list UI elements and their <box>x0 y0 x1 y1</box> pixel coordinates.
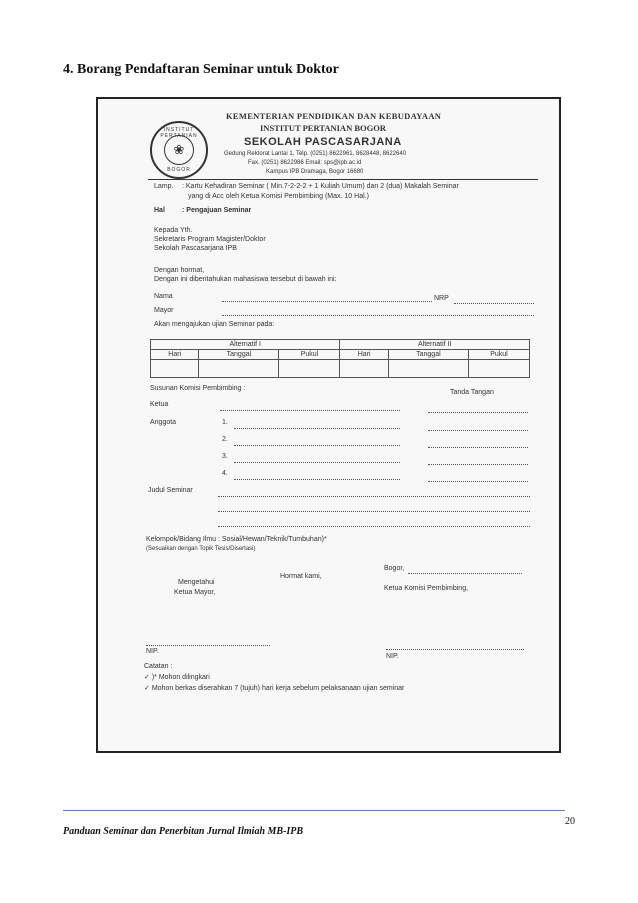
ketua-sign-line <box>428 412 528 413</box>
anggota-num-1: 1. <box>222 419 228 426</box>
akan-text: Akan mengajukan ujian Seminar pada: <box>154 321 275 328</box>
ketua-line <box>220 410 400 411</box>
leaf-icon: ❀ <box>164 135 194 165</box>
hal-text: : Pengajuan Seminar <box>182 207 252 214</box>
nama-line <box>222 301 432 302</box>
anggota-sign-3 <box>428 464 528 465</box>
col-pukul-2: Pukul <box>468 350 529 360</box>
ketua-mayor-label: Ketua Mayor, <box>174 589 216 596</box>
lamp-label: Lamp. <box>154 183 174 190</box>
lamp-text-1: : Kartu Kehadiran Seminar ( Min.7-2-2-2 + 1 Kuliah Umum) dan 2 (dua) Makalah Seminar <box>182 183 459 190</box>
alt2-header: Alternatif II <box>340 340 530 350</box>
mayor-line <box>222 315 534 316</box>
right-signature-line <box>386 649 524 650</box>
nama-label: Nama <box>154 293 173 300</box>
col-tanggal-2: Tanggal <box>388 350 468 360</box>
addressee-3: Sekolah Pascasarjana IPB <box>154 245 237 252</box>
ministry-name: KEMENTERIAN PENDIDIKAN DAN KEBUDAYAAN <box>226 111 442 121</box>
anggota-sign-2 <box>428 447 528 448</box>
addressee-2: Sekretaris Program Magister/Doktor <box>154 236 266 243</box>
col-tanggal-1: Tanggal <box>199 350 279 360</box>
nip-right: NIP. <box>386 653 399 660</box>
hal-label: Hal <box>154 207 165 214</box>
page-number: 20 <box>565 816 575 827</box>
check-icon: ✓ <box>144 685 150 692</box>
anggota-line-3 <box>234 462 400 463</box>
hormat-kami: Hormat kami, <box>280 573 322 580</box>
anggota-num-4: 4. <box>222 470 228 477</box>
susunan-label: Susunan Komisi Pembimbing : <box>150 385 246 392</box>
addressee-1: Kepada Yth. <box>154 227 193 234</box>
col-hari-1: Hari <box>151 350 199 360</box>
bogor-label: Bogor, <box>384 565 405 572</box>
anggota-line-2 <box>234 445 400 446</box>
anggota-line-1 <box>234 428 400 429</box>
intro-text: Dengan ini diberitahukan mahasiswa tersebut di bawah ini: <box>154 276 337 283</box>
judul-label: Judul Seminar <box>148 487 193 494</box>
anggota-num-2: 2. <box>222 436 228 443</box>
anggota-num-3: 3. <box>222 453 228 460</box>
kelompok-note: (Sesuaikan dengan Topik Tesis/Disertasi) <box>146 546 256 552</box>
letterhead-rule <box>148 179 538 180</box>
note-1: ✓ )* Mohon dilingkari <box>144 674 210 681</box>
school-name: SEKOLAH PASCASARJANA <box>244 136 402 148</box>
mayor-label: Mayor <box>154 307 174 314</box>
tanda-tangan-label: Tanda Tangan <box>450 389 494 396</box>
ketua-komisi-label: Ketua Komisi Pembimbing, <box>384 585 469 592</box>
judul-line-2 <box>218 511 530 512</box>
mengetahui-label: Mengetahui <box>178 579 215 586</box>
nip-left: NIP. <box>146 648 159 655</box>
col-hari-2: Hari <box>340 350 388 360</box>
ipb-logo: INSTITUT PERTANIAN ❀ BOGOR <box>150 121 208 179</box>
check-icon: ✓ <box>144 674 150 681</box>
nrp-label: NRP <box>434 295 449 302</box>
alt1-header: Alternatif I <box>151 340 340 350</box>
anggota-sign-1 <box>428 430 528 431</box>
judul-line-3 <box>218 526 530 527</box>
footer-rule <box>63 810 565 811</box>
footer-title: Panduan Seminar dan Penerbitan Jurnal Ilmiah MB-IPB <box>63 826 304 837</box>
lamp-text-2: yang di Acc oleh Ketua Komisi Pembimbing (Max. 10 Hal.) <box>188 193 369 200</box>
judul-line-1 <box>218 496 530 497</box>
note-2: ✓ Mohon berkas diserahkan 7 (tujuh) hari kerja sebelum pelaksanaan ujian seminar <box>144 685 405 692</box>
left-signature-line <box>146 645 270 646</box>
anggota-line-4 <box>234 479 400 480</box>
kelompok-text: Kelompok/Bidang Ilmu : Sosial/Hewan/Teknik/Tumbuhan)* <box>146 536 327 543</box>
address-line-2: Fax. (0251) 8622986 Email: sps@ipb.ac.id <box>248 160 362 166</box>
schedule-table <box>150 339 530 378</box>
catatan-label: Catatan : <box>144 663 173 670</box>
nrp-line <box>454 303 534 304</box>
anggota-label: Anggota <box>150 419 177 426</box>
greeting: Dengan hormat, <box>154 267 205 274</box>
address-line-3: Kampus IPB Dramaga, Bogor 16680 <box>266 169 364 175</box>
address-line-1: Gedung Rektorat Lantai 1, Telp. (0251) 8622961, 8628448, 8622640 <box>224 151 407 157</box>
scanned-form-image <box>96 97 561 753</box>
col-pukul-1: Pukul <box>279 350 340 360</box>
ketua-label: Ketua <box>150 401 169 408</box>
section-heading: 4. Borang Pendaftaran Seminar untuk Doktor <box>63 62 339 77</box>
date-line <box>408 573 522 574</box>
institute-name: INSTITUT PERTANIAN BOGOR <box>260 123 386 133</box>
anggota-sign-4 <box>428 481 528 482</box>
